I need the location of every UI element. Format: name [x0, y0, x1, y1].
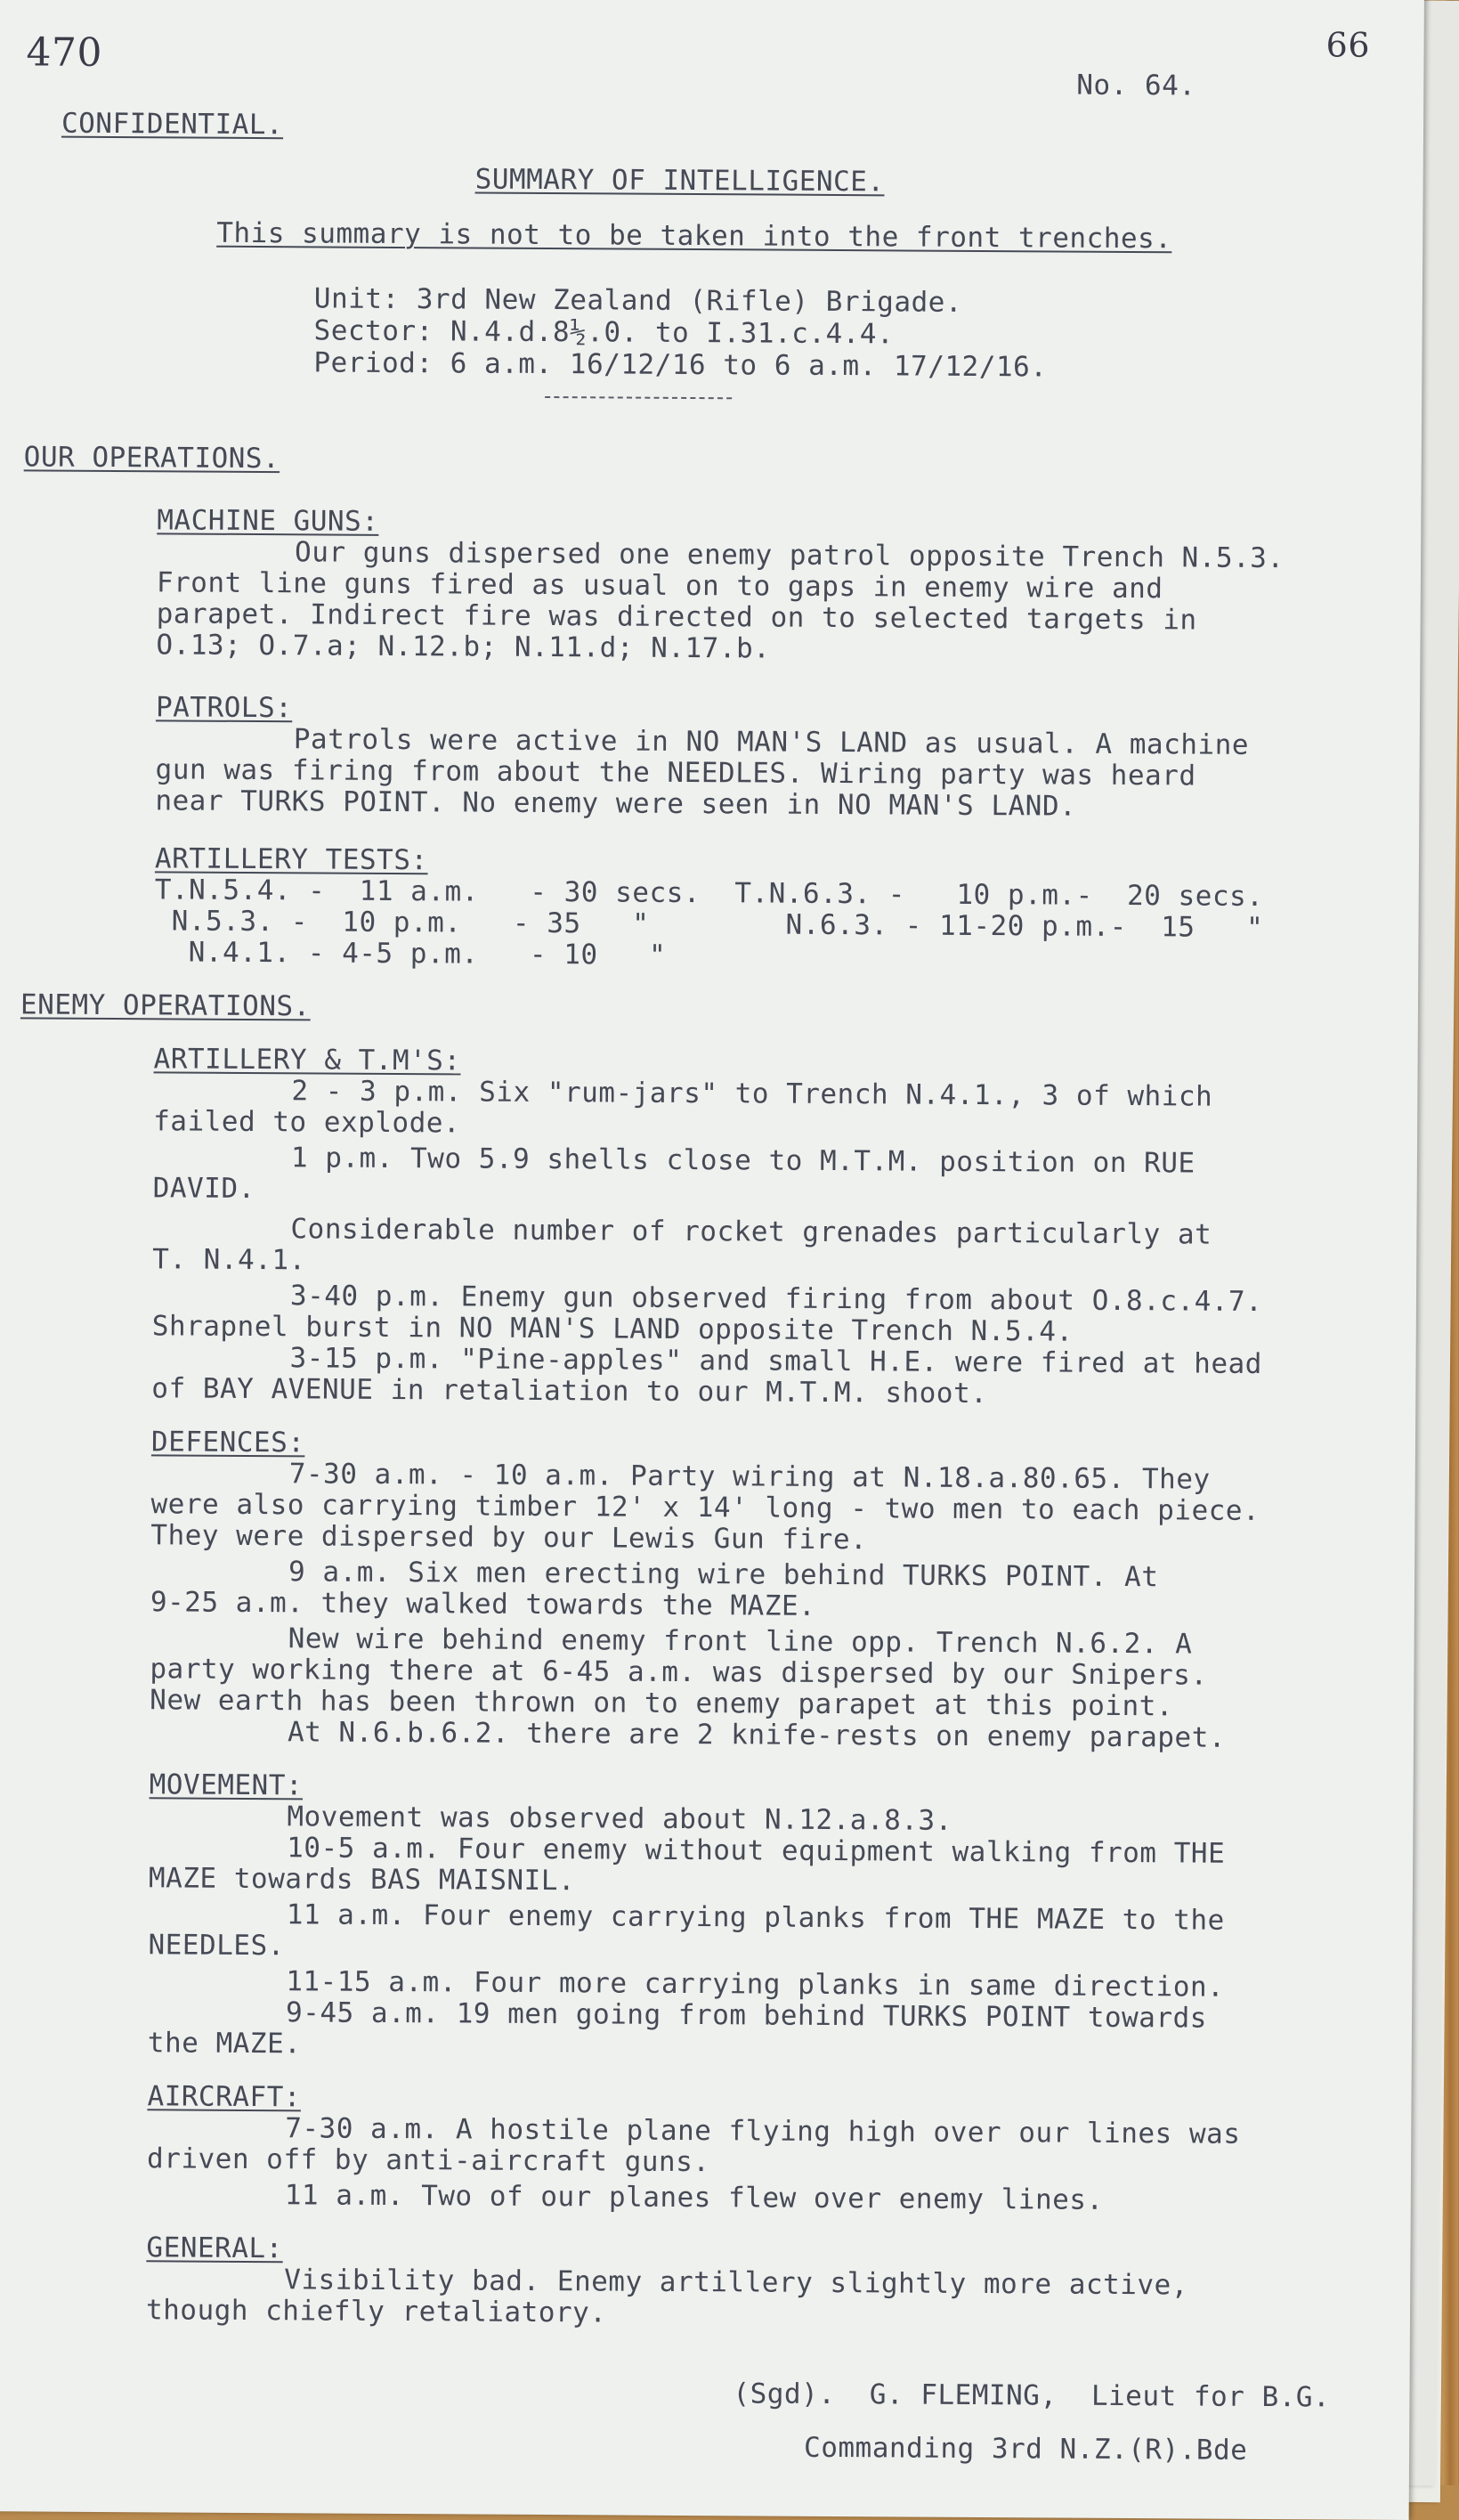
patrols-label: PATROLS:	[155, 691, 293, 725]
patrols-line: Patrols were active in NO MAN'S LAND as usual. A machine	[293, 723, 1250, 761]
defences-line: 9-25 a.m. they walked towards the MAZE.	[150, 1586, 816, 1622]
machine-guns-line: Front line guns fired as usual on to gaps in enemy wire and	[156, 566, 1163, 606]
aircraft-line: 7-30 a.m. A hostile plane flying high over our lines was	[285, 2112, 1241, 2150]
defences-line: 9 a.m. Six men erecting wire behind TURKS POINT. At	[288, 1556, 1159, 1594]
period-line: Period: 6 a.m. 16/12/16 to 6 a.m. 17/12/16.	[313, 346, 1048, 384]
signature-line: (Sgd). G. FLEMING, Lieut for B.G.	[733, 2378, 1331, 2414]
unit-line: Unit: 3rd New Zealand (Rifle) Brigade.	[313, 282, 963, 319]
defences-line: New earth has been thrown on to enemy parapet at this point.	[150, 1684, 1174, 1723]
patrols-line: near TURKS POINT. No enemy were seen in NO MAN'S LAND.	[155, 784, 1077, 823]
general-label: GENERAL:	[146, 2231, 283, 2265]
artillery-line: 3-15 p.m. "Pine-apples" and small H.E. were fired at head	[289, 1342, 1262, 1380]
movement-line: 11 a.m. Four enemy carrying planks from THE MAZE to the	[286, 1898, 1225, 1937]
aircraft-line: driven off by anti-aircraft guns.	[146, 2142, 710, 2179]
folio-number: 470	[26, 29, 103, 76]
movement-line: MAZE towards BAS MAISNIL.	[148, 1862, 576, 1898]
machine-guns-line: O.13; O.7.a; N.12.b; N.11.d; N.17.b.	[156, 629, 771, 665]
artillery-line: 1 p.m. Two 5.9 shells close to M.T.M. position on RUE	[290, 1142, 1196, 1180]
artillery-line: Considerable number of rocket grenades particularly at	[290, 1213, 1212, 1251]
defences-line: They were dispersed by our Lewis Gun fire.	[150, 1519, 868, 1557]
aircraft-line: 11 a.m. Two of our planes flew over enemy lines.	[284, 2179, 1104, 2216]
artillery-tests-row: T.N.5.4. - 11 a.m. - 30 secs. T.N.6.3. - 10 p.m.- 20 secs.	[154, 874, 1264, 913]
movement-line: NEEDLES.	[148, 1929, 285, 1963]
machine-guns-line: Our guns dispersed one enemy patrol opposite Trench N.5.3.	[294, 536, 1285, 575]
machine-guns-label: MACHINE GUNS:	[157, 504, 379, 538]
sector-line: Sector: N.4.d.8½.0. to I.31.c.4.4.	[313, 314, 895, 351]
artillery-line: 3-40 p.m. Enemy gun observed firing from about O.8.c.4.7.	[289, 1280, 1263, 1318]
general-line: though chiefly retaliatory.	[145, 2294, 607, 2329]
signature-command-line: Commanding 3rd N.Z.(R).Bde	[803, 2431, 1248, 2467]
our-operations-heading: OUR OPERATIONS.	[23, 441, 280, 476]
artillery-line: DAVID.	[152, 1172, 255, 1206]
defences-line: New wire behind enemy front line opp. Trench N.6.2. A	[288, 1622, 1193, 1661]
document-title: SUMMARY OF INTELLIGENCE.	[474, 163, 885, 199]
artillery-tests-label: ARTILLERY TESTS:	[154, 842, 428, 877]
artillery-line: of BAY AVENUE in retaliation to our M.T.M. shoot.	[151, 1372, 988, 1410]
document-number: No. 64.	[1076, 69, 1196, 102]
general-line: Visibility bad. Enemy artillery slightly more active,	[284, 2264, 1189, 2302]
movement-line: 11-15 a.m. Four more carrying planks in same direction.	[286, 1965, 1225, 2004]
patrols-line: gun was firing from about the NEEDLES. Wiring party was heard	[155, 753, 1196, 793]
enemy-operations-heading: ENEMY OPERATIONS.	[20, 988, 311, 1023]
artillery-line: Shrapnel burst in NO MAN'S LAND opposite Trench N.5.4.	[151, 1310, 1074, 1348]
movement-line: Movement was observed about N.12.a.8.3.	[287, 1801, 952, 1837]
defences-line: were also carrying timber 12' x 14' long - two men to each piece.	[150, 1488, 1260, 1527]
defences-line: 7-30 a.m. - 10 a.m. Party wiring at N.18.a.80.65. They	[288, 1458, 1211, 1496]
artillery-line: T. N.4.1.	[152, 1243, 306, 1277]
artillery-line: failed to explode.	[153, 1105, 461, 1140]
aircraft-label: AIRCRAFT:	[147, 2080, 302, 2114]
movement-line: 9-45 a.m. 19 men going from behind TURKS POINT towards	[285, 1996, 1208, 2035]
warning-line: This summary is not to be taken into the front trenches.	[216, 216, 1172, 256]
defences-label: DEFENCES:	[150, 1426, 305, 1459]
defences-line: party working there at 6-45 a.m. was dispersed by our Snipers.	[150, 1653, 1208, 1692]
artillery-tests-row: N.5.3. - 10 p.m. - 35 " N.6.3. - 11-20 p.m.- 15 "	[154, 905, 1264, 944]
page-number: 66	[1325, 25, 1371, 65]
defences-line: At N.6.b.6.2. there are 2 knife-rests on enemy parapet.	[287, 1716, 1227, 1754]
artillery-tests-row: N.4.1. - 4-5 p.m. - 10 "	[154, 936, 667, 971]
movement-line: 10-5 a.m. Four enemy without equipment walking from THE	[287, 1832, 1226, 1870]
movement-label: MOVEMENT:	[149, 1768, 304, 1802]
classification: CONFIDENTIAL.	[61, 107, 284, 142]
movement-line: the MAZE.	[147, 2027, 302, 2061]
artillery-line: 2 - 3 p.m. Six "rum-jars" to Trench N.4.1., 3 of which	[291, 1075, 1213, 1113]
artillery-tms-label: ARTILLERY & T.M'S:	[153, 1043, 461, 1077]
machine-guns-line: parapet. Indirect fire was directed on to selected targets in	[156, 597, 1197, 637]
header-rule	[545, 396, 732, 399]
